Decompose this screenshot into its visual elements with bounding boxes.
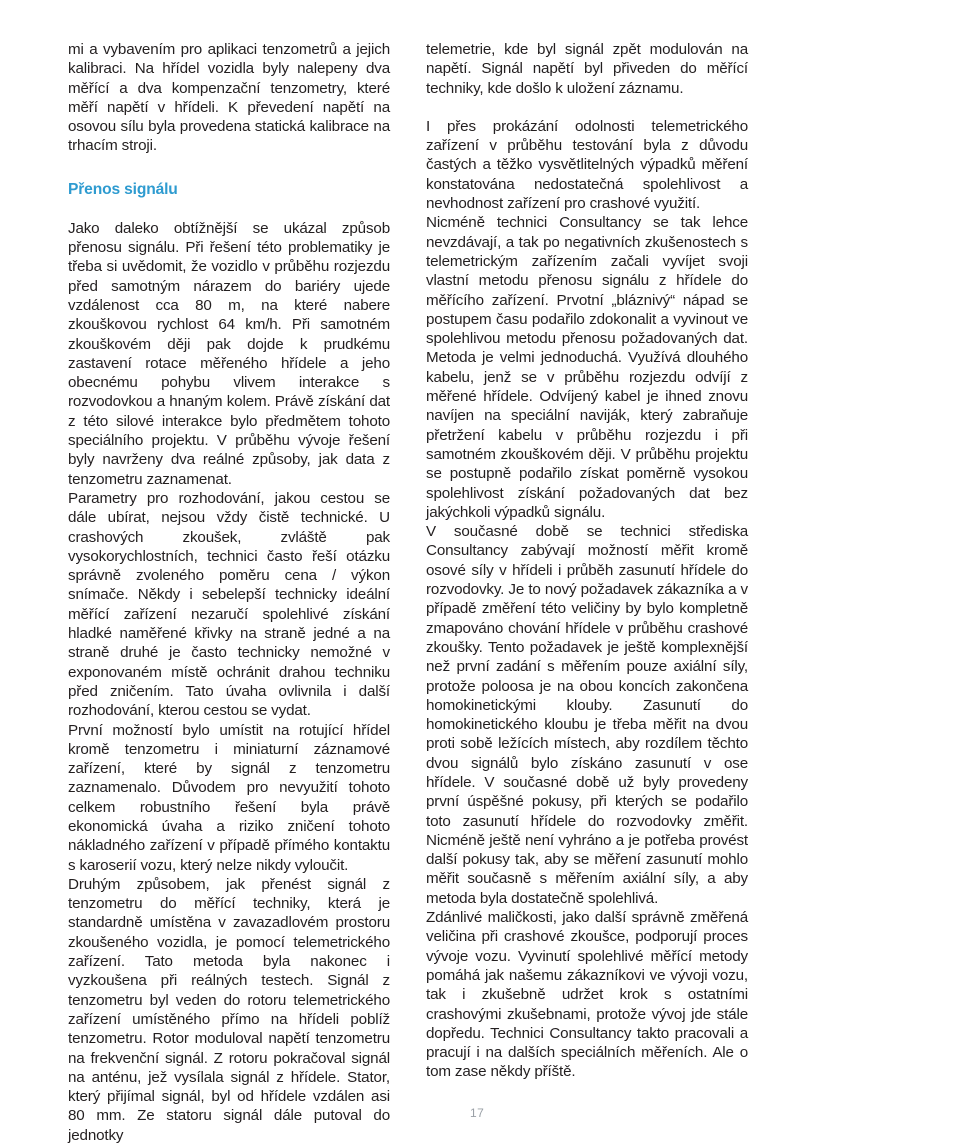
paragraph: Nicméně technici Consultancy se tak lehce nevzdávají, a tak po negativních zkušenostech s telemetrickým zařízením začali vyvíjet svoji vlastní metodu přenosu signálu z hřídele do měřícího zařízení. Prvotní „bláznivý“ nápad se postupem času podařilo zdokonalit a vyvinout ve spolehlivou metodu přenosu požadovaných dat. Metoda je velmi jednoduchá. Využívá dlouhého kabelu, jenž se v průběhu rozjezdu odvíjí z měřené hřídele. Odvíjený kabel je ihned znovu navíjen na speciální naviják, který zabraňuje přetržení kabelu v průběhu rozjezdu i při samotném zkouškovém ději. V průběhu projektu se postupně podařilo získat poměrně vysokou spolehlivost získání požadovaných dat bez jakýchkoli výpadků signálu. [426,214,748,521]
paragraph: mi a vybavením pro aplikaci tenzometrů a jejich kalibraci. Na hřídel vozidla byly nalepeny dva měřící a dva kompenzační tenzometry, které měří napětí v hřídeli. K převedení napětí na osovou sílu byla provedena statická kalibrace na trhacím stroji. [68,41,390,155]
left-column [68,40,390,1145]
paragraph: telemetrie, kde byl signál zpět modulován na napětí. Signál napětí byl přiveden do měřící techniky, kde došlo k uložení záznamu. [426,41,748,97]
paragraph: Zdánlivé maličkosti, jako další správně změřená veličina při crashové zkoušce, podporují proces vývoje vozu. Vyvinutí spolehlivé měřící metody pomáhá jak našemu zákazníkovi ve vývoji vozu, tak i zkušebně udržet krok s ostatními crashovými zkušebnami, protože vývoj jde stále dopředu. Technici Consultancy takto pracovali a pracují i na dalších speciálních měřeních. Ale o tom zase někdy příště. [426,909,748,1081]
paragraph: Jako daleko obtížnější se ukázal způsob přenosu signálu. Při řešení této problematiky je třeba si uvědomit, že vozidlo v průběhu rozjezdu před samotným nárazem do bariéry ujede vzdálenost cca 80 m, na které nabere zkouškovou rychlost 64 km/h. Při samotném zkouškovém ději pak dojde k prudkému zastavení rotace měřeného hřídele a jeho obecnému pohybu vlivem interakce s rozvodovkou a hnaným kolem. Právě získání dat z této silové interakce bylo předmětem tohoto speciálního projektu. V průběhu vývoje řešení byly navrženy dva reálné způsoby, jak data z tenzometru zaznamenat. [68,219,390,488]
page-number: 17 [470,1106,485,1120]
paragraph: I přes prokázání odolnosti telemetrického zařízení v průběhu testování byla z důvodu častých a těžko vysvětlitelných výpadků měření konstatována nedostatečná spolehlivost a nevhodnost zařízení pro crashové využití. [426,117,748,213]
right-column [426,40,748,1082]
paragraph: První možností bylo umístit na rotující hřídel kromě tenzometru i miniaturní záznamové zařízení, které by signál z tenzometru zaznamenalo. Důvodem pro nevyužití tohoto celkem robustního řešení byla právě ekonomická úvaha a riziko zničení tohoto nákladného zařízení v případě přímého kontaktu s karoserií vozu, který nelze nikdy vyloučit. [68,721,390,874]
paragraph: Parametry pro rozhodování, jakou cestou se dále ubírat, nejsou vždy čistě technické. U crashových zkoušek, zvláště pak vysokorychlostních, technici často řeší otázku správně zvoleného poměru cena / výkon snímače. Někdy i sebelepší technicky ideální měřící zařízení nezaručí spolehlivé získání hladké naměřené křivky na straně jedné a na straně druhé je často technicky nemožné v exponovaném místě ochránit drahou techniku před zničením. Tato úvaha ovlivnila i další rozhodování, kterou cestou se vydat. [68,489,390,720]
paragraph: Druhým způsobem, jak přenést signál z tenzometru do měřící techniky, která je standardně umístěna v zavazadlovém prostoru zkoušeného vozidla, je pomocí telemetrického zařízení. Tato metoda byla nakonec i vyzkoušena při reálných testech. Signál z tenzometru byl veden do rotoru telemetrického zařízení umístěného přímo na hřídeli poblíž tenzometru. Rotor moduloval napětí tenzometru na frekvenční signál. Z rotoru pokračoval signál na anténu, jež vysílala signál z hřídele. Stator, který přijímal signál, byl od hřídele vzdálen asi 80 mm. Ze statoru signál dále putoval do jednotky [68,875,390,1144]
section-heading: Přenos signálu [68,180,178,198]
paragraph: V současné době se technici střediska Consultancy zabývají možností měřit kromě osové síly v hřídeli i průběh zasunutí hřídele do rozvodovky. Je to nový požadavek zákazníka a v případě změření této veličiny by bylo kompletně zmapováno chování hřídele v průběhu crashové zkoušky. Tento požadavek je ještě komplexnější než první zadání s měřením pouze axiální síly, protože poloosa je na obou koncích zakončena homokinetickými klouby. Zasunutí do homokinetického kloubu je třeba měřit na dvou proti sobě ležících místech, aby rozdílem těchto dvou signálů bylo získáno zasunutí v ose hřídele. V současné době už byly provedeny první úspěšné pokusy, při kterých se podařilo toto zasunutí hřídele do rozvodovky změřit. Nicméně ještě není vyhráno a je potřeba provést další pokusy tak, aby se měření zasunutí mohlo měřit současně s měřením axiální síly, a aby metoda byla dostatečně spolehlivá. [426,523,748,907]
